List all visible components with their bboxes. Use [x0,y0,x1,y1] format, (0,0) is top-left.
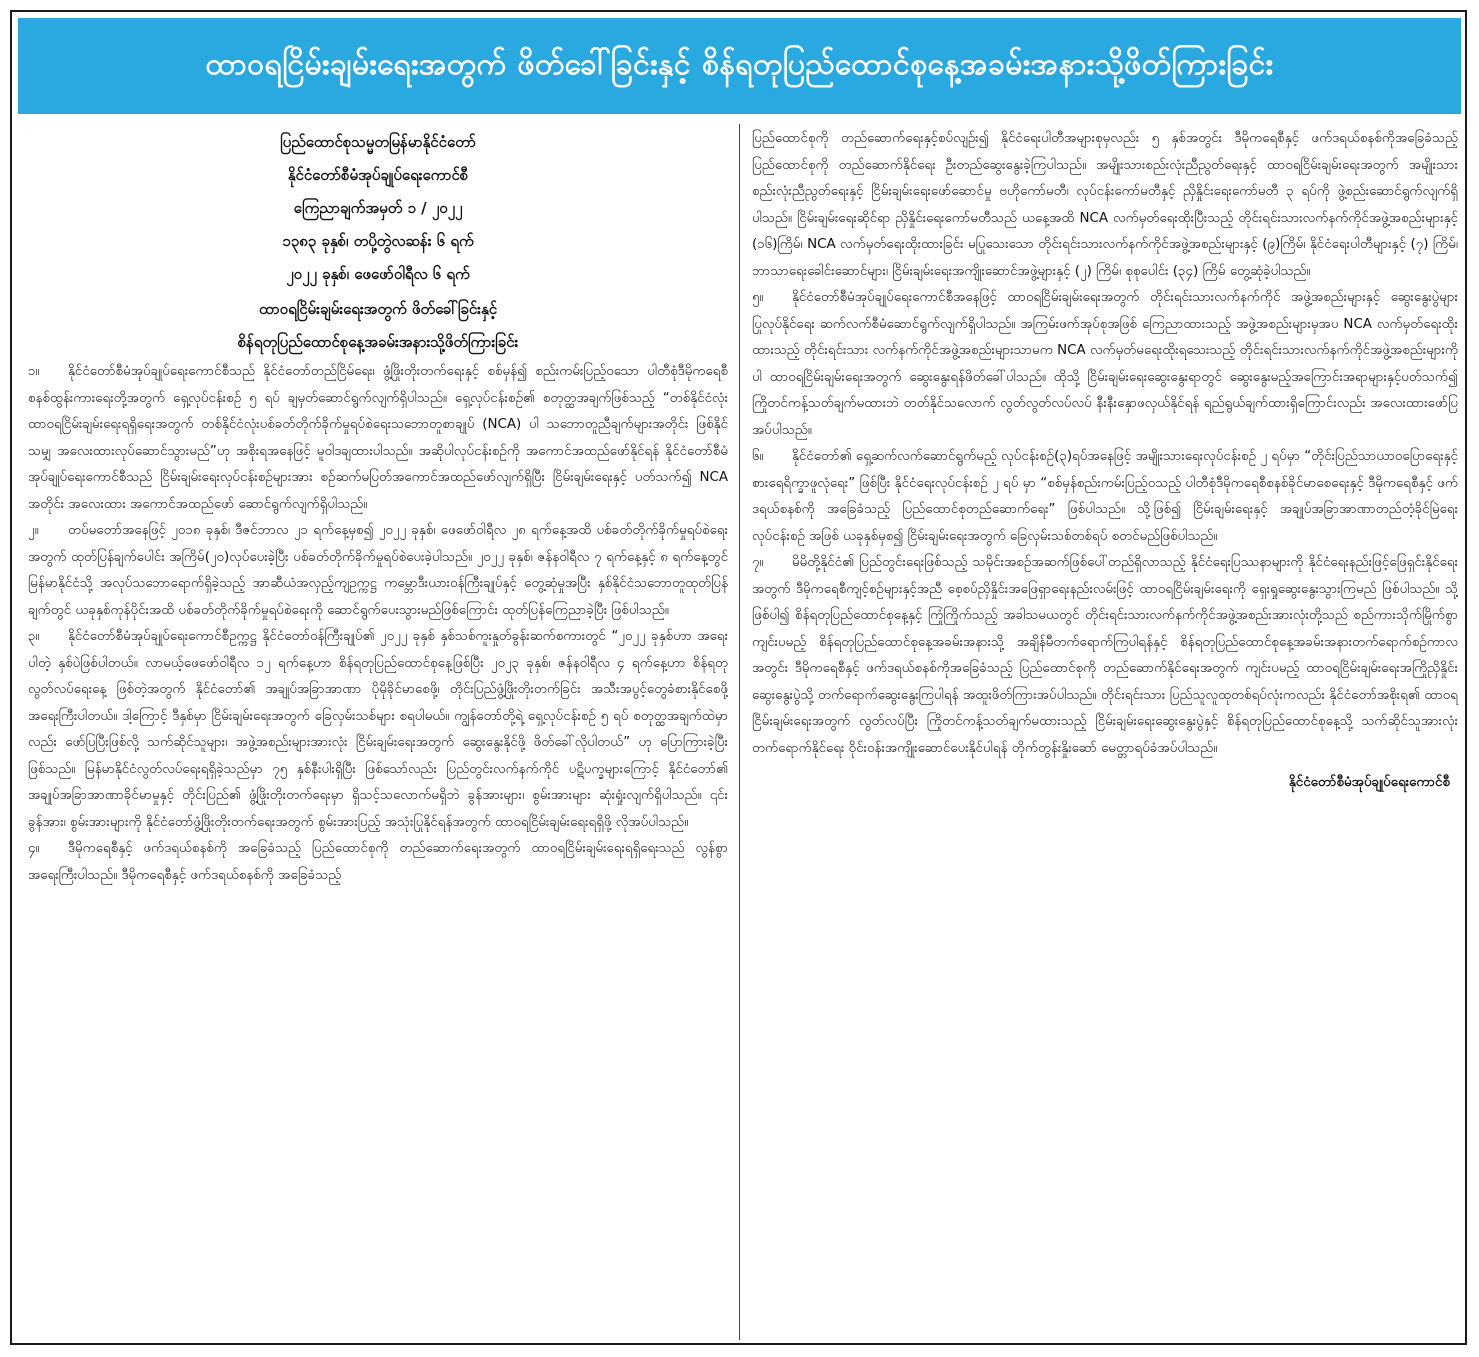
title-banner [18,18,1461,114]
header-line-2: နိုင်ငံတော်စီမံအုပ်ချုပ်ရေးကောင်စီ [287,166,469,184]
paragraph-number: ၇။ [752,555,764,570]
paragraph-text: နိုင်ငံတော်စီမံအုပ်ချုပ်ရေးကောင်စီအနေဖြင့် ထာဝရငြိမ်းချမ်းရေးအတွက် တိုင်းရင်းသားလက်နက်ကိုင် အဖွဲ့အစည်းများနှင့် ဆွေးနွေးပွဲများပြုလုပ်နိုင်ရေး ဆက်လက်စီမံဆောင်ရွက်လျက်ရှိပါသည်။ အကြမ်းဖက်အုပ်စုအဖြစ် ကြေညာထားသည့် အဖွဲ့အစည်းများမှအပ NCA လက်မှတ်ရေးထိုးထားသည့် တိုင်းရင်းသား လက်နက်ကိုင်အဖွဲ့အစည်းများသာမက NCA လက်မှတ်မရေးထိုးရသေးသည့် တိုင်းရင်းသားလက်နက်ကိုင်အဖွဲ့အစည်းများကိုပါ ထာဝရငြိမ်းချမ်းရေးအတွက် ဆွေးနွေးရန်ဖိတ်ခေါ်ပါသည်။ ထိုသို့ ငြိမ်းချမ်းရေးဆွေးနွေးရာတွင် ဆွေးနွေးမည့်အကြောင်းအရာများနှင့်ပတ်သက်၍ ကြိုတင်ကန့်သတ်ချက်မထားဘဲ တတ်နိုင်သလောက် လွတ်လွတ်လပ်လပ် နီးနီးနှောဖလှယ်နိုင်ရန် ရည်ရွယ်ချက်ထားရှိကြောင်းလည်း အလေးထားဖော်ပြအပ်ပါသည်။ [752,290,1458,438]
paragraph-3 [28,624,728,836]
header-subtitle-2: စိန်ရတုပြည်ထောင်စုနေ့အခမ်းအနားသို့ဖိတ်ကြားခြင်း [237,333,519,351]
left-column [28,126,728,889]
paragraph-text: မိမိတို့နိုင်ငံ၏ ပြည်တွင်းရေးဖြစ်သည့် သမိုင်းအစဉ်အဆက်ဖြစ်ပေါ်တည်ရှိလာသည့် နိုင်ငံရေးပြဿနာများကို နိုင်ငံရေးနည်းဖြင့်ဖြေရှင်းနိုင်ရေးအတွက် ဒီမိုကရေစီကျင့်စဉ်များနှင့်အညီ စေ့စပ်ညှိနှိုင်းအဖြေရှာရေးနည်းလမ်းဖြင့် ထာဝရငြိမ်းချမ်းရေးကို ရှေးရှုဆွေးနွေးသွားကြမည် ဖြစ်ပါသည်။ သို့ဖြစ်ပါ၍ စိန်ရတုပြည်ထောင်စုနေ့နှင့် ကြုံကြိုက်သည့် အခါသမယတွင် တိုင်းရင်းသားလက်နက်ကိုင်အဖွဲ့အစည်းအားလုံးတို့သည် စည်ကားသိုက်မြိုက်စွာကျင်းပမည့် စိန်ရတုပြည်ထောင်စုနေ့အခမ်းအနားသို့ အချိန်မီတက်ရောက်ကြပါရန်နှင့် စိန်ရတုပြည်ထောင်စုနေ့အခမ်းအနားတက်ရောက်စဉ်ကာလအတွင်း ဒီမိုကရေစီနှင့် ဖက်ဒရယ်စနစ်ကိုအခြေခံသည့် ပြည်ထောင်စုကို တည်ဆောက်နိုင်ရေးအတွက် ကျင်းပမည့် ထာဝရငြိမ်းချမ်းရေးအကြိုညှိနှိုင်းဆွေးနွေးပွဲသို့ တက်ရောက်ဆွေးနွေးကြပါရန် အထူးဖိတ်ကြားအပ်ပါသည်။ တိုင်းရင်းသား ပြည်သူလူထုတစ်ရပ်လုံးကလည်း နိုင်ငံတော်အစိုးရ၏ ထာဝရငြိမ်းချမ်းရေးအတွက် လွတ်လပ်ပြီး ကြိုတင်ကန့်သတ်ချက်မထားသည့် ငြိမ်းချမ်းရေးဆွေးနွေးပွဲနှင့် စိန်ရတုပြည်ထောင်စုနေ့သို့ သက်ဆိုင်သူအားလုံး တက်ရောက်နိုင်ရေး ဝိုင်းဝန်းအကျိုးဆောင်ပေးနိုင်ပါရန် တိုက်တွန်းနှိုးဆော် မေတ္တာရပ်ခံအပ်ပါသည်။ [752,555,1458,756]
header-line-1: ပြည်ထောင်စုသမ္မတမြန်မာနိုင်ငံတော် [280,133,476,151]
paragraph-number: ၂။ [28,523,39,538]
paragraph-2 [28,518,728,624]
paragraph-4 [28,836,728,889]
paragraph-text: နိုင်ငံတော်၏ ရှေ့ဆက်လက်ဆောင်ရွက်မည့် လုပ်ငန်းစဉ်(၃)ရပ်အနေဖြင့် အမျိုးသားရေးလုပ်ငန်းစဉ် ၂ ရပ်မှာ “တိုင်းပြည်သာယာဝပြောရေးနှင့် စားရေရိက္ခာဖူလုံရေး” ဖြစ်ပြီး နိုင်ငံရေးလုပ်ငန်းစဉ် ၂ ရပ် မှာ “စစ်မှန်စည်းကမ်းပြည့်ဝသည့် ပါတီစုံဒီမိုကရေစီစနစ်ခိုင်မာစေရေးနှင့် ဒီမိုကရေစီနှင့် ဖက်ဒရယ်စနစ်ကို အခြေခံသည့် ပြည်ထောင်စုတည်ဆောက်ရေး” ဖြစ်ပါသည်။ သို့ဖြစ်၍ ငြိမ်းချမ်းရေးနှင့် အချုပ်အခြာအာဏာတည်တံ့ခိုင်မြဲရေး လုပ်ငန်းစဉ် အဖြစ် ယခုနှစ်မှစ၍ ငြိမ်းချမ်းရေးအတွက် ခြေလှမ်းသစ်တစ်ရပ် စတင်မည်ဖြစ်ပါသည်။ [752,449,1458,544]
paragraph-text: ပြည်ထောင်စုကို တည်ဆောက်ရေးနှင့်စပ်လျဉ်း၍ နိုင်ငံရေးပါတီအများစုမှလည်း ၅ နှစ်အတွင်း ဒီမိုကရေစီနှင့် ဖက်ဒရယ်စနစ်ကိုအခြေခံသည့် ပြည်ထောင်စုကို တည်ဆောက်နိုင်ရေး ဦးတည်ဆွေးနွေးခဲ့ကြပါသည်။ အမျိုးသားစည်းလုံးညီညွတ်ရေးနှင့် ထာဝရငြိမ်းချမ်းရေးအတွက် အမျိုးသားစည်းလုံးညီညွတ်ရေးနှင့် ငြိမ်းချမ်းရေးဖော်ဆောင်မှု ဗဟိုကော်မတီ၊ လုပ်ငန်းကော်မတီနှင့် ညှိနှိုင်းရေးကော်မတီ ၃ ရပ်ကို ဖွဲ့စည်းဆောင်ရွက်လျက်ရှိပါသည်။ ငြိမ်းချမ်းရေးဆိုင်ရာ ညှိနှိုင်းရေးကော်မတီသည် ယနေ့အထိ NCA လက်မှတ်ရေးထိုးပြီးသည့် တိုင်းရင်းသားလက်နက်ကိုင်အဖွဲ့အစည်းများနှင့် (၁၆)ကြိမ်၊ NCA လက်မှတ်ရေးထိုးထားခြင်း မပြုသေးသော တိုင်းရင်းသားလက်နက်ကိုင်အဖွဲ့အစည်းများနှင့် (၉)ကြိမ်၊ နိုင်ငံရေးပါတီများနှင့် (၇) ကြိမ်၊ ဘာသာရေးခေါင်းဆောင်များ၊ ငြိမ်းချမ်းရေးအကျိုးဆောင်အဖွဲ့များနှင့် (၂) ကြိမ်၊ စုစုပေါင်း (၃၄) ကြိမ် တွေ့ဆုံခဲ့ပါသည်။ [752,131,1458,279]
paragraph-number: ၅။ [752,290,764,305]
paragraph-number: ၃။ [28,629,40,644]
column-divider [739,124,740,1340]
paragraph-4-continued [752,126,1458,285]
paragraph-text: နိုင်ငံတော်စီမံအုပ်ချုပ်ရေးကောင်စီသည် နိုင်ငံတော်တည်ငြိမ်ရေး၊ ဖွံ့ဖြိုးတိုးတက်ရေးနှင့် စစ်မှန်၍ စည်းကမ်းပြည့်ဝသော ပါတီစုံဒီမိုကရေစီစနစ်ထွန်းကားရေးတို့အတွက် ရှေ့လုပ်ငန်းစဉ် ၅ ရပ် ချမှတ်ဆောင်ရွက်လျက်ရှိပါသည်။ ရှေ့လုပ်ငန်းစဉ်၏ စတုတ္ထအချက်ဖြစ်သည့် “တစ်နိုင်ငံလုံး ထာဝရငြိမ်းချမ်းရေးရရှိရေးအတွက် တစ်နိုင်ငံလုံးပစ်ခတ်တိုက်ခိုက်မှုရပ်စဲရေးသဘောတူစာချုပ် (NCA) ပါ သဘောတူညီချက်များအတိုင်း ဖြစ်နိုင်သမျှ အလေးထားလုပ်ဆောင်သွားမည်”ဟု အစိုးရအနေဖြင့် မူဝါဒချထားပါသည်။ အဆိုပါလုပ်ငန်းစဉ်ကို အကောင်အထည်ဖော်နိုင်ရန် နိုင်ငံတော်စီမံအုပ်ချုပ်ရေးကောင်စီသည် ငြိမ်းချမ်းရေးလုပ်ငန်းစဉ်များအား စဉ်ဆက်မပြတ်အကောင်အထည်ဖော်လျက်ရှိပြီး ငြိမ်းချမ်းရေးနှင့် ပတ်သက်၍ NCA အတိုင်း အလေးထား အကောင်အထည်ဖော် ဆောင်ရွက်လျက်ရှိပါသည်။ [28,364,728,512]
paragraph-number: ၄။ [28,841,40,856]
announcement-header [28,126,728,359]
header-line-5: ၂၀၂၂ ခုနှစ်၊ ဖေဖော်ဝါရီလ ၆ ရက် [286,265,470,283]
paragraph-6 [752,444,1458,550]
paragraph-text: နိုင်ငံတော်စီမံအုပ်ချုပ်ရေးကောင်စီဥက္ကဋ္ဌ နိုင်ငံတော်ဝန်ကြီးချုပ်၏ ၂၀၂၂ ခုနှစ် နှစ်သစ်ကူးနှုတ်ခွန်းဆက်စကားတွင် “၂၀၂၂ ခုနှစ်ဟာ အရေးပါတဲ့ နှစ်ပဲဖြစ်ပါတယ်။ လာမယ့်ဖေဖော်ဝါရီလ ၁၂ ရက်နေ့ဟာ စိန်ရတုပြည်ထောင်စုနေ့ဖြစ်ပြီး ၂၀၂၃ ခုနှစ်၊ ဇန်နဝါရီလ ၄ ရက်နေ့ဟာ စိန်ရတုလွတ်လပ်ရေးနေ့ ဖြစ်တဲ့အတွက် နိုင်ငံတော်၏ အချုပ်အခြာအာဏာ ပိုမိုခိုင်မာစေဖို့၊ တိုင်းပြည်ဖွံ့ဖြိုးတိုးတက်ခြင်း အသီးအပွင့်တွေခံစားနိုင်စေဖို့ အရေးကြီးပါတယ်။ ဒါ့ကြောင့် ဒီနှစ်မှာ ငြိမ်းချမ်းရေးအတွက် ခြေလှမ်းသစ်များ စရပါမယ်။ ကျွန်တော်တို့ရဲ့ ရှေ့လုပ်ငန်းစဉ် ၅ ရပ် စတုတ္ထအချက်ထဲမှာလည်း ဖော်ပြပြီးဖြစ်လို့ သက်ဆိုင်သူများ၊ အဖွဲ့အစည်းများအားလုံး ငြိမ်းချမ်းရေးအတွက် ဆွေးနွေးနိုင်ဖို့ ဖိတ်ခေါ်လိုပါတယ်” ဟု ပြောကြားခဲ့ပြီး ဖြစ်သည်။ မြန်မာနိုင်ငံလွတ်လပ်ရေးရရှိခဲ့သည်မှာ ၇၅ နှစ်နီးပါးရှိပြီး ဖြစ်သော်လည်း ပြည်တွင်းလက်နက်ကိုင် ပဋိပက္ခများကြောင့် နိုင်ငံတော်၏ အချုပ်အခြာအာဏာခိုင်မာမှုနှင့် တိုင်းပြည်၏ ဖွံ့ဖြိုးတိုးတက်ရေးမှာ ရှိသင့်သလောက်မရှိဘဲ ခွန်အားများ၊ စွမ်းအားများ ဆုံးရှုံးလျက်ရှိပါသည်။ ၎င်းခွန်အား၊ စွမ်းအားများကို နိုင်ငံတော်ဖွံ့ဖြိုးတိုးတက်ရေးအတွက် စွမ်းအားပြည့် အသုံးပြုနိုင်ရန်အတွက် ထာ၀ရငြိမ်းချမ်းရေးရရှိဖို့ လိုအပ်ပါသည်။ [28,629,728,830]
paragraph-5 [752,285,1458,444]
paragraph-1 [28,359,728,518]
header-line-4: ၁၃၈၃ ခုနှစ်၊ တပို့တွဲလဆန်း ၆ ရက် [282,232,474,250]
right-column [752,126,1458,797]
signature: နိုင်ငံတော်စီမံအုပ်ချုပ်ရေးကောင်စီ [1288,775,1450,790]
paragraph-text: ဒီမိုကရေစီနှင့် ဖက်ဒရယ်စနစ်ကို အခြေခံသည့် ပြည်ထောင်စုကို တည်ဆောက်ရေးအတွက် ထာဝရငြိမ်းချမ်းရေးရရှိရေးသည် လွန်စွာအရေးကြီးပါသည်။ ဒီမိုကရေစီနှင့် ဖက်ဒရယ်စနစ်ကို အခြေခံသည့် [28,841,728,883]
paragraph-text: တပ်မတော်အနေဖြင့် ၂၀၁၈ ခုနှစ်၊ ဒီဇင်ဘာလ ၂၁ ရက်နေ့မှစ၍ ၂၀၂၂ ခုနှစ်၊ ဖေဖော်ဝါရီလ ၂၈ ရက်နေ့အထိ ပစ်ခတ်တိုက်ခိုက်မှုရပ်စဲရေးအတွက် ထုတ်ပြန်ချက်ပေါင်း အကြိမ်(၂၀)လုပ်ပေးခဲ့ပြီး ပစ်ခတ်တိုက်ခိုက်မှုရပ်စဲပေးခဲ့ပါသည်။ ၂၀၂၂ ခုနှစ်၊ ဇန်နဝါရီလ ၇ ရက်နေ့နှင့် ၈ ရက်နေ့တွင် မြန်မာနိုင်ငံသို့ အလုပ်သဘောရောက်ရှိခဲ့သည့် အာဆီယံအလှည့်ကျဥက္ကဋ္ဌ ကမ္ဘောဒီးယားဝန်ကြီးချုပ်နှင့် တွေ့ဆုံမှုအပြီး နှစ်နိုင်ငံသဘောတူထုတ်ပြန်ချက်တွင် ယခုနှစ်ကုန်ပိုင်းအထိ ပစ်ခတ်တိုက်ခိုက်မှုရပ်စဲရေးကို ဆောင်ရွက်ပေးသွားမည်ဖြစ်ကြောင်း ထုတ်ပြန်ကြေညာခဲ့ပြီး ဖြစ်ပါသည်။ [28,523,728,618]
banner-title: ထာ၀ရငြိမ်းချမ်းရေးအတွက် ဖိတ်ခေါ်ခြင်းနှင့် စိန်ရတုပြည်ထောင်စုနေ့အခမ်းအနားသို့ဖိတ်ကြားခြင်း [205,46,1274,82]
paragraph-number: ၁။ [28,364,40,379]
paragraph-7 [752,550,1458,762]
header-line-3: ကြေညာချက်အမှတ် ၁ / ၂၀၂၂ [293,199,463,217]
paragraph-number: ၆။ [752,449,764,464]
header-subtitle-1: ထာ၀ရငြိမ်းချမ်းရေးအတွက် ဖိတ်ခေါ်ခြင်းနှင့် [258,300,498,318]
